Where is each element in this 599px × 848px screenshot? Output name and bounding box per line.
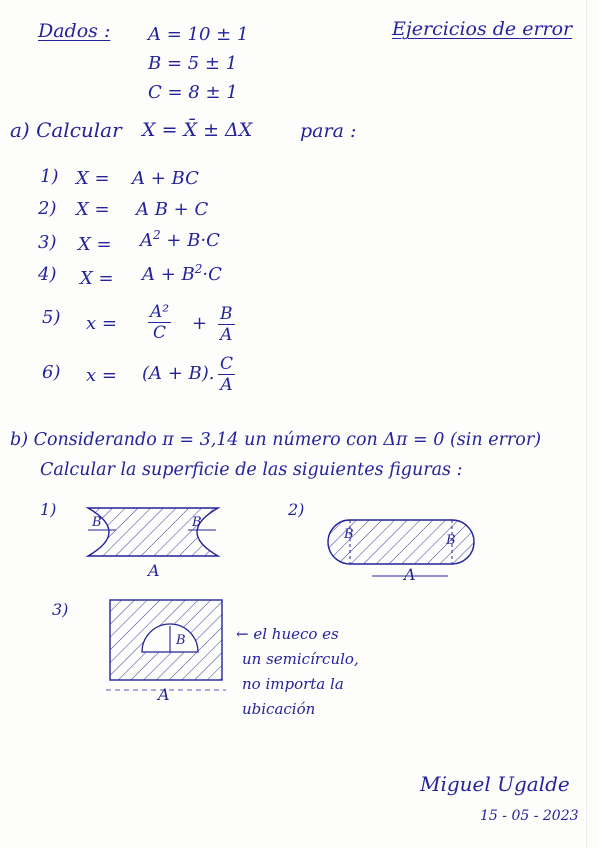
item-1-rhs: A + BC [132,168,199,189]
figure-1-diagram [80,502,230,582]
figure-2-label-b-left: B [344,527,354,542]
item-2-lhs: X = [76,199,110,220]
item-4-rhs-base: A + B [142,264,195,285]
item-5-lhs: x = [86,313,117,334]
item-5-fraction-1-denominator: C [153,323,167,343]
item-5-fraction-2 [218,304,235,345]
figure-3-note-line-1: ← el hueco es [236,625,339,643]
signature: Miguel Ugalde [420,772,570,796]
item-6-prefix: (A + B). [142,363,215,384]
item-5-plus: + [192,313,208,334]
page-title: Ejercicios de error [392,18,573,40]
item-6-fraction [218,354,235,395]
item-6-number: 6) [42,362,61,383]
data-value-c: C = 8 ± 1 [148,82,238,103]
part-a-para: para : [300,120,357,142]
figure-3-diagram [100,596,230,704]
data-value-a: A = 10 ± 1 [148,24,249,45]
figure-2-label-b-right: B [446,533,456,548]
item-3-rhs-exponent: 2 [153,228,161,242]
item-3-rhs-base: A [140,230,153,251]
signature-date: 15 - 05 - 2023 [480,808,579,824]
item-6-fraction-numerator: C [220,354,234,374]
figure-3-label-a: A [158,685,170,704]
figure-1-label-a: A [148,561,160,580]
item-5-number: 5) [42,307,61,328]
item-5-fraction-2-denominator: A [220,325,233,345]
item-6-lhs: x = [86,365,117,386]
part-b-line-1: b) Considerando π = 3,14 un número con Δπ = 0 (sin error) [10,430,542,450]
item-5-fraction-2-numerator: B [220,304,233,324]
item-5-fraction-1-numerator: A² [150,302,170,322]
figure-2-label-a: A [404,565,416,584]
figure-3-note-line-2: un semicírculo, [242,650,359,668]
item-4-rhs-rest: ·C [202,264,222,285]
item-2-number: 2) [38,198,57,219]
item-1-number: 1) [40,166,59,187]
item-4-number: 4) [38,264,57,285]
figure-3-number: 3) [52,600,69,619]
item-4-rhs-exponent: 2 [194,262,203,276]
figure-1-label-b-right: B [192,515,202,530]
item-3-rhs [140,228,220,251]
item-4-rhs [142,262,222,285]
item-3-number: 3) [38,232,57,253]
figure-1-label-b-left: B [92,515,102,530]
item-1-lhs: X = [76,168,110,189]
part-a-formula: X = X̄ ± ΔX [142,119,253,141]
figure-3-label-b: B [176,633,186,648]
item-6-fraction-denominator: A [220,375,233,395]
figure-3-note-line-4: ubicación [242,700,316,718]
figure-1-number: 1) [40,500,57,519]
figure-3-note-line-3: no importa la [242,675,344,693]
part-a-intro: a) Calcular [10,118,122,142]
figure-2-diagram [322,516,482,586]
figure-2-number: 2) [288,500,305,519]
data-value-b: B = 5 ± 1 [148,53,238,74]
dados-label: Dados : [38,20,111,42]
item-4-lhs: X = [80,268,114,289]
item-3-lhs: X = [78,234,112,255]
part-b-line-2: Calcular la superficie de las siguientes figuras : [40,460,463,480]
item-5-fraction-1 [148,302,171,343]
item-3-rhs-rest: + B·C [160,230,220,251]
item-2-rhs: A B + C [136,199,209,220]
scan-edge-line [586,0,587,848]
